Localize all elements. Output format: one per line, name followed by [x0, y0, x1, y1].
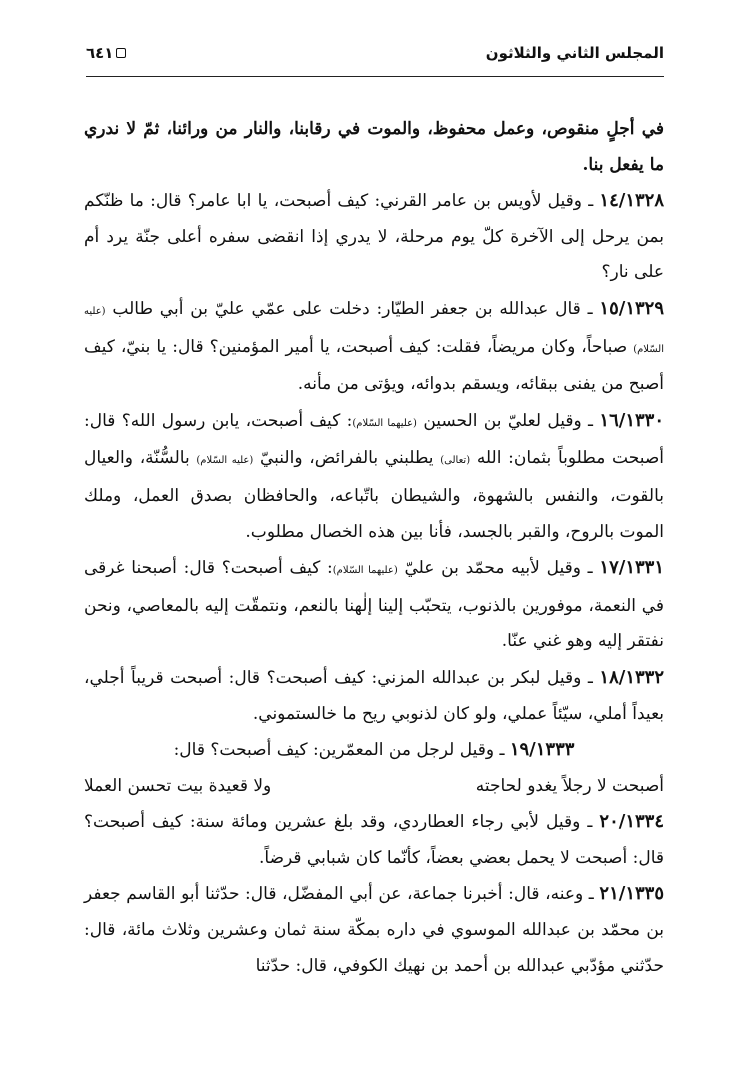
paragraph-text: صباحاً، وكان مريضاً، فقلت: كيف أصبحت، يا أمير المؤمنين؟ قال: يا بنيّ، كيف أصبح من يفنى ببقائه، ويسقم بدوائه، ويؤتى من مأنه.: [84, 336, 664, 395]
hadith-number: ١٧/١٣٣١: [599, 557, 664, 579]
paragraph-continuation: في أجلٍ منقوص، وعمل محفوظ، والموت في رقابنا، والنار من ورائنا، ثمّ لا ندري ما يفعل بنا.: [84, 119, 664, 175]
hadith-number: ٢٠/١٣٣٤: [599, 811, 665, 833]
poetry-verse: [84, 769, 664, 805]
page-number: ٦٤١: [86, 44, 114, 62]
page-body: [84, 112, 664, 984]
header-divider: [86, 76, 664, 77]
paragraph-text: ـ وقيل لبكر بن عبدالله المزني: كيف أصبحت؟ قال: أصبحت قريباً أجلي، بعيداً أملي، سيّئاً عملي، ولو كان لذنوبي ريح ما خالستموني.: [84, 667, 664, 724]
paragraph-text: : كيف أصبحت، يابن رسول الله؟ قال: أصبحت مطلوباً بثمان: الله: [84, 410, 665, 469]
paragraph-1334: [84, 804, 664, 876]
paragraph-text: بالسُّنّة، والعيال بالقوت، والنفس بالشهوة، والشيطان باتّباعه، والحافظان بصدق العمل، وملك الموت بالروح، والقبر بالجسد، فأنا بين هذه الخصال مطلوب.: [84, 448, 664, 542]
hadith-number: ١٥/١٣٢٩: [599, 297, 664, 319]
honorific: (عليهما السّلام): [332, 565, 398, 577]
paragraph-1332: [84, 660, 664, 732]
square-box-icon: [116, 48, 126, 58]
honorific: (تعالى): [440, 455, 471, 467]
paragraph-1333: [84, 732, 664, 769]
hadith-number: ١٩/١٣٣٣: [509, 739, 575, 761]
page-number-block: [86, 44, 126, 62]
paragraph-1335: [84, 876, 664, 984]
paragraph-1331: [84, 550, 664, 660]
paragraph-1330: [84, 403, 664, 550]
honorific: (عليهما السّلام): [352, 417, 417, 429]
verse-second-hemistich: ولا قعيدة بيت تحسن العملا: [84, 775, 272, 796]
hadith-number: ٢١/١٣٣٥: [599, 883, 664, 905]
page-header: [86, 44, 664, 70]
paragraph-text: ـ وقيل لأبي رجاء العطاردي، وقد بلغ عشرين ومائة سنة: كيف أصبحت؟ قال: أصبحت لا يحمل بعضي بعضاً، كأنّما كان شبابي قرضاً.: [84, 812, 664, 868]
paragraph-text: ـ وقيل لعليّ بن الحسين: [423, 410, 594, 431]
honorific: (عليه السّلام): [84, 305, 665, 355]
paragraph-text: ـ وقيل لأويس بن عامر القرني: كيف أصبحت، يا ابا عامر؟ قال: ما ظنّكم بمن يرحل إلى الآخرة كلّ يوم مرحلة، لا يدري إذا انقضى سفره أعلى جنّة يرد أم على نار؟: [84, 191, 664, 283]
paragraph-text: ـ وقيل لرجل من المعمّرين: كيف أصبحت؟ قال:: [173, 740, 505, 761]
paragraph-text: ـ وقيل لأبيه محمّد بن عليّ: [404, 558, 593, 579]
hadith-number: ١٨/١٣٣٢: [599, 666, 664, 688]
verse-first-hemistich: أصبحت لا رجلاً يغدو لحاجته: [475, 775, 664, 796]
hadith-number: ١٤/١٣٢٨: [599, 190, 665, 212]
honorific: (عليه السّلام): [196, 455, 254, 467]
hadith-number: ١٦/١٣٣٠: [599, 409, 664, 431]
paragraph-1328: [84, 183, 664, 291]
paragraph-text: : كيف أصبحت؟ قال: أصبحنا غرقى في النعمة، موفورين بالذنوب، يتحبّب إلينا إلٰهنا بالنعم، ونتمقّت إليه بالمعاصي، ونحن نفتقر إليه وهو غني عنّا.: [84, 558, 664, 652]
paragraph-text: ـ وعنه، قال: أخبرنا جماعة، عن أبي المفضّل، قال: حدّثنا أبو القاسم جعفر بن محمّد بن عبدالله الموسوي في داره بمكّة سنة ثمان وعشرين وثلاث مائة، قال: حدّثني مؤدّبي عبدالله بن أحمد بن نهيك الكوفي، قال: حدّثنا: [84, 884, 664, 976]
paragraph-text: يطلبني بالفرائض، والنبيّ: [259, 448, 434, 469]
chapter-title: المجلس الثاني والثلاثون: [485, 44, 664, 62]
paragraph-1329: [84, 291, 664, 403]
paragraph-text: ـ قال عبدالله بن جعفر الطيّار: دخلت على عمّي عليّ بن أبي طالب: [112, 298, 593, 319]
